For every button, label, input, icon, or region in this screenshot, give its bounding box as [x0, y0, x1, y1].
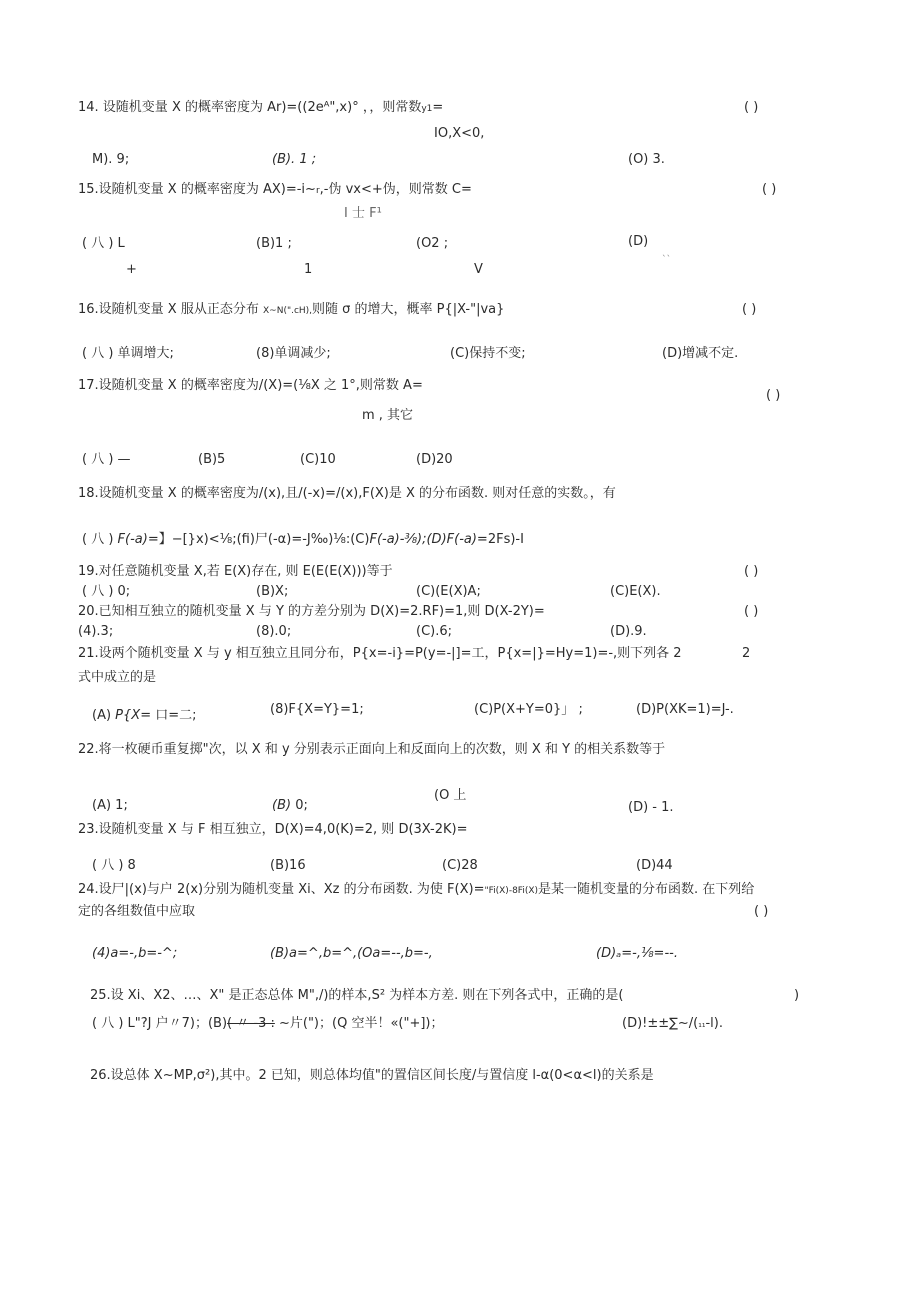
q15-stem: 15.设随机变量 X 的概率密度为 AX)=-i~r,-伪 vx<+伪，则常数 C=	[78, 182, 472, 197]
q15-option-c: (O2 ;	[416, 236, 449, 251]
q20-option-d: (D).9.	[610, 624, 647, 639]
q19-option-d: (C)E(X).	[610, 584, 661, 599]
q17-stem: 17.设随机变量 X 的概率密度为/(X)=(⅛X 之 1°,则常数 A=	[78, 378, 423, 393]
q14-answer-bracket: ( )	[744, 100, 759, 115]
q21-option-b: (8)F{X=Y}=1;	[270, 702, 364, 717]
q20-answer-bracket: ( )	[744, 604, 759, 619]
q20-option-c: (C).6;	[416, 624, 453, 639]
q21-stem-line2: 式中成立的是	[78, 670, 157, 685]
q15-denominator: I 士 F¹	[344, 206, 382, 221]
q19-option-c: (C)(E(X)A;	[416, 584, 481, 599]
q21-right-number: 2	[742, 646, 751, 661]
q19-option-b: (B)X;	[256, 584, 289, 599]
q22-option-c: (O 上	[434, 788, 467, 803]
q20-option-a: (4).3;	[78, 624, 114, 639]
q23-option-c: (C)28	[442, 858, 478, 873]
q24-option-b: (B)a=^,b=^,(Oa=--,b=-,	[270, 946, 433, 961]
q24-option-a: (4)a=-,b=-^;	[92, 946, 178, 961]
q15-answer-bracket: ( )	[762, 182, 777, 197]
q24-option-d: (D)ₐ=-,⅛=--.	[596, 946, 678, 961]
q24-stem: 24.设尸|(x)与户 2(x)分别为随机变量 Xi、Xz 的分布函数. 为使 F(X)="Fi(X)-8Fi(X)是某一随机变量的分布函数. 在下列给	[78, 882, 755, 897]
q26-stem: 26.设总体 X~MP,σ²),其中。2 已知，则总体均值"的置信区间长度/与置信度 l-α(0<α<l)的关系是	[90, 1068, 654, 1083]
q20-stem: 20.已知相互独立的随机变量 X 与 Y 的方差分别为 D(X)=2.RF)=1,则 D(X-2Y)=	[78, 604, 545, 619]
q22-stem: 22.将一枚硬币重复掷"次，以 X 和 y 分别表示正面向上和反面向上的次数，则 X 和 Y 的相关系数等于	[78, 742, 666, 757]
q25-options: ( 八 ) L"?J 户〃7)；(B)( 〃 -3 : ~片(")；(Q 空半！«("+])；	[92, 1016, 444, 1031]
q19-answer-bracket: ( )	[744, 564, 759, 579]
q16-option-a: ( 八 ) 单调增大;	[82, 346, 174, 361]
q15-option-d: (D)	[628, 234, 649, 249]
q15-option-b-denominator: 1	[304, 262, 313, 277]
q15-option-b: (B)1 ;	[256, 236, 292, 251]
q17-option-a: ( 八 ) —	[82, 452, 131, 467]
q23-option-d: (D)44	[636, 858, 673, 873]
q14-condition: IO,X<0,	[434, 126, 485, 141]
q16-stem: 16.设随机变量 X 服从正态分布 X~N(".cH),则随 σ 的增大，概率 P{|X-"|va}	[78, 302, 505, 317]
q14-option-b: (B). 1 ;	[272, 152, 317, 167]
q16-option-c: (C)保持不变;	[450, 346, 526, 361]
q14-option-c: (O) 3.	[628, 152, 665, 167]
q15-option-a: ( 八 ) L	[82, 236, 125, 251]
q17-option-b: (B)5	[198, 452, 226, 467]
q15-option-a-denominator: +	[126, 262, 137, 277]
q24-answer-bracket: ( )	[754, 904, 769, 919]
q18-options: ( 八 ) F(-a)=】−[}x)<⅛;(fi)尸(-α)=-J‰)⅛:(C)F(-a)-⅜);(D)F(-a)=2Fs)-I	[82, 532, 524, 547]
q25-answer-bracket: )	[794, 988, 800, 1003]
q24-stem-line2: 定的各组数值中应取	[78, 904, 196, 919]
q15-option-c-denominator: V	[474, 262, 483, 277]
q17-answer-bracket: ( )	[766, 388, 781, 403]
q19-option-a: ( 八 ) 0;	[82, 584, 131, 599]
q14-stem: 14. 设随机变量 X 的概率密度为 Ar)=((2eᴬ",x)° ，，则常数y1=	[78, 100, 444, 115]
q21-option-c: (C)P(X+Y=0}」 ;	[474, 702, 583, 717]
q21-option-d: (D)P(XK=1)=J-.	[636, 702, 734, 717]
q25-option-d: (D)!±±∑~/(₁₁-l).	[622, 1016, 723, 1031]
q18-stem: 18.设随机变量 X 的概率密度为/(x),且/(-x)=/(x),F(X)是 X 的分布函数. 则对任意的实数。，有	[78, 486, 616, 501]
q16-option-d: (D)增减不定.	[662, 346, 739, 361]
q17-option-d: (D)20	[416, 452, 453, 467]
q22-option-b: (B) 0;	[272, 798, 308, 813]
q14-option-a: M). 9;	[92, 152, 130, 167]
q23-option-a: ( 八 ) 8	[92, 858, 136, 873]
q21-option-a: (A) P{X= 口=二;	[92, 708, 197, 723]
q23-stem: 23.设随机变量 X 与 F 相互独立，D(X)=4,0(K)=2, 则 D(3X-2K)=	[78, 822, 468, 837]
q15-option-d-mark: ``	[662, 255, 671, 265]
q19-stem: 19.对任意随机变量 X,若 E(X)存在, 则 E(E(E(X)))等于	[78, 564, 393, 579]
q17-condition: m , 其它	[362, 408, 414, 423]
q17-option-c: (C)10	[300, 452, 336, 467]
q16-answer-bracket: ( )	[742, 302, 757, 317]
q20-option-b: (8).0;	[256, 624, 292, 639]
q21-stem: 21.设两个随机变量 X 与 y 相互独立且同分布，P{x=-i}=P(y=-|]=工，P{x=|}=Hy=1)=-,则下列各 2	[78, 646, 682, 661]
q16-option-b: (8)单调减少;	[256, 346, 331, 361]
q25-stem: 25.设 Xi、X2、…、X" 是正态总体 M",/)的样本,S² 为样本方差. 则在下列各式中，正确的是(	[90, 988, 624, 1003]
q23-option-b: (B)16	[270, 858, 306, 873]
q22-option-a: (A) 1;	[92, 798, 128, 813]
q22-option-d: (D) - 1.	[628, 800, 674, 815]
